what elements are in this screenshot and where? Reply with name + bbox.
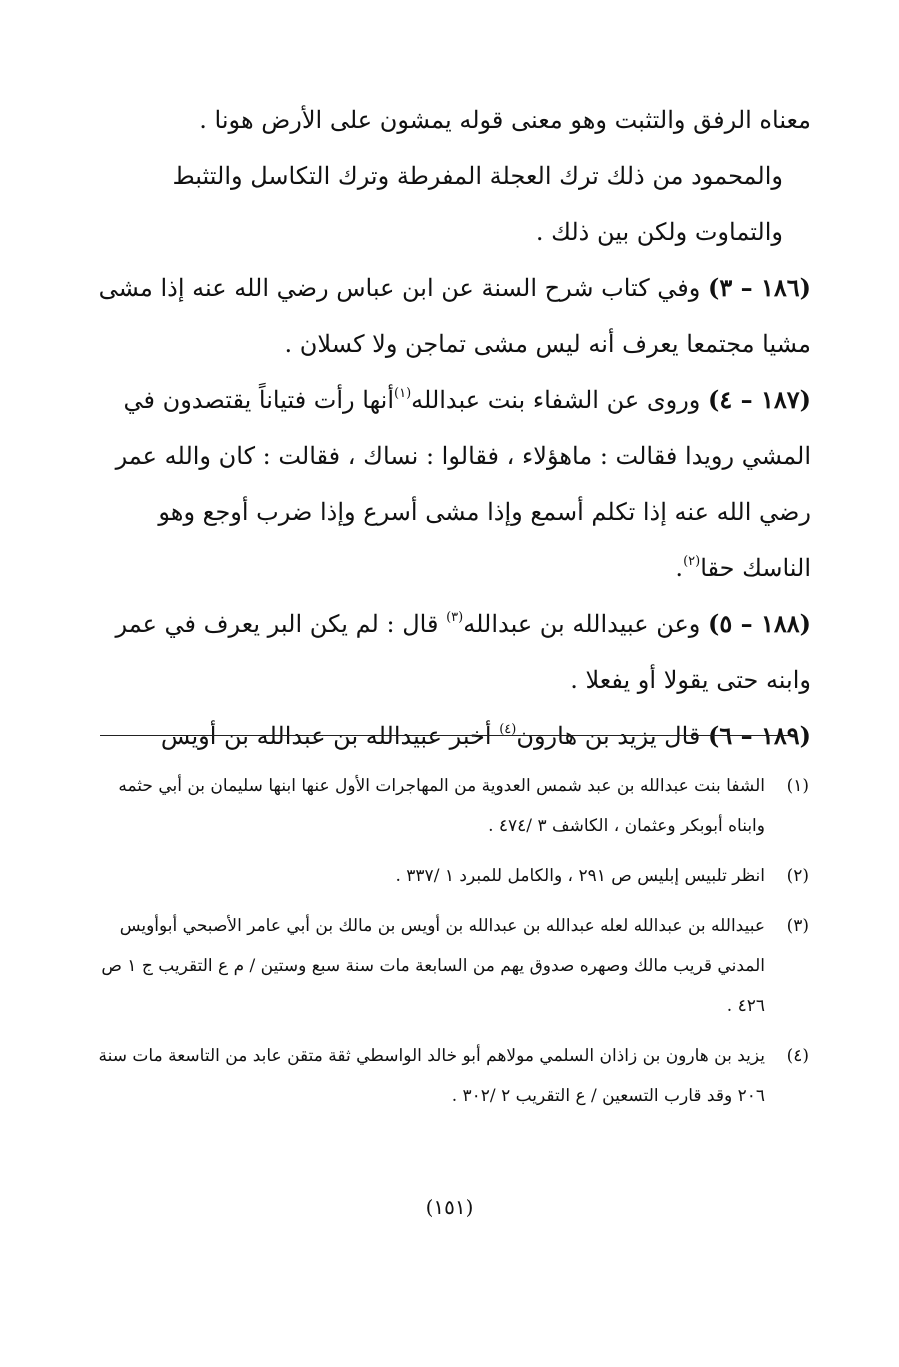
footnote-4 bbox=[82, 1036, 809, 1116]
entry-number: (١٨٩ – ٦) bbox=[708, 721, 811, 750]
entry-text: . bbox=[675, 554, 684, 582]
entry-text: أخبر عبيدالله بن عبدالله بن أويس bbox=[160, 722, 500, 750]
footnote-text: عبيدالله بن عبدالله لعله عبدالله بن عبدالله بن أويس بن مالك بن أبي عامر الأصبحي أبوأويس المدني قريب مالك وصهره صدوق يهم من السابعة مات سنة سبع وستين / م ع التقريب ج ١ ص ٤٢٦ . bbox=[101, 916, 765, 1016]
footnote-1 bbox=[82, 766, 809, 846]
paragraph-1: معناه الرفق والتثبت وهو معنى قوله يمشون على الأرض هونا . bbox=[199, 106, 811, 134]
footnote-number: (٤) bbox=[786, 1046, 809, 1066]
footnote-3 bbox=[82, 906, 809, 1026]
entry-text: وروى عن الشفاء بنت عبدالله bbox=[411, 386, 708, 414]
paragraph-187 bbox=[82, 372, 811, 596]
entry-text: وفي كتاب شرح السنة عن ابن عباس رضي الله عنه إذا مشى مشيا مجتمعا يعرف أنه ليس مشى تماجن ولا كسلان . bbox=[98, 274, 811, 358]
page-number: (١٥١) bbox=[425, 1195, 474, 1219]
footnote-2 bbox=[82, 856, 809, 896]
footnotes bbox=[82, 766, 809, 1126]
paragraph-2: والمحمود من ذلك ترك العجلة المفرطة وترك التكاسل والتثبط والتماوت ولكن بين ذلك . bbox=[172, 162, 783, 246]
entry-text: أنها رأت فتياناً يقتصدون في المشي رويدا فقالت : ماهؤلاء ، فقالوا : نساك ، فقالت : كان والله عمر رضي الله عنه إذا تكلم أسمع وإذا مشى أسرع وإذا ضرب أوجع وهو الناسك حقا bbox=[115, 386, 811, 582]
footnote-divider bbox=[100, 735, 796, 736]
footnote-ref: (٤) bbox=[499, 722, 517, 737]
entry-number: (١٨٦ – ٣) bbox=[708, 273, 811, 302]
footnote-text: يزيد بن هارون بن زاذان السلمي مولاهم أبو خالد الواسطي ثقة متقن عابد من التاسعة مات سنة ٢٠٦ وقد قارب التسعين / ع التقريب ٢ /٣٠٢ . bbox=[98, 1046, 765, 1106]
footnote-ref: (٢) bbox=[683, 554, 701, 569]
paragraph-186 bbox=[82, 260, 811, 372]
entry-text: وعن عبيدالله بن عبدالله bbox=[463, 610, 708, 638]
footnote-number: (١) bbox=[786, 776, 809, 796]
footnote-number: (٣) bbox=[786, 916, 809, 936]
entry-text: قال يزيد بن هارون bbox=[516, 722, 708, 750]
footnote-ref: (١) bbox=[394, 386, 412, 401]
paragraph-189 bbox=[82, 708, 811, 764]
paragraph-188 bbox=[82, 596, 811, 708]
entry-text: قال : لم يكن البر يعرف في عمر وابنه حتى يقولا أو يفعلا . bbox=[115, 610, 811, 694]
entry-number: (١٨٨ – ٥) bbox=[708, 609, 811, 638]
footnote-ref: (٣) bbox=[446, 610, 464, 625]
footnote-text: انظر تلبيس إبليس ص ٢٩١ ، والكامل للمبرد ١ /٣٣٧ . bbox=[395, 866, 765, 886]
footnote-text: الشفا بنت عبدالله بن عبد شمس العدوية من المهاجرات الأول عنها ابنها سليمان بن أبي حثمه وابناه أبوبكر وعثمان ، الكاشف ٣ /٤٧٤ . bbox=[118, 776, 765, 836]
footnote-number: (٢) bbox=[786, 866, 809, 886]
entry-number: (١٨٧ – ٤) bbox=[708, 385, 811, 414]
main-text bbox=[82, 92, 811, 764]
